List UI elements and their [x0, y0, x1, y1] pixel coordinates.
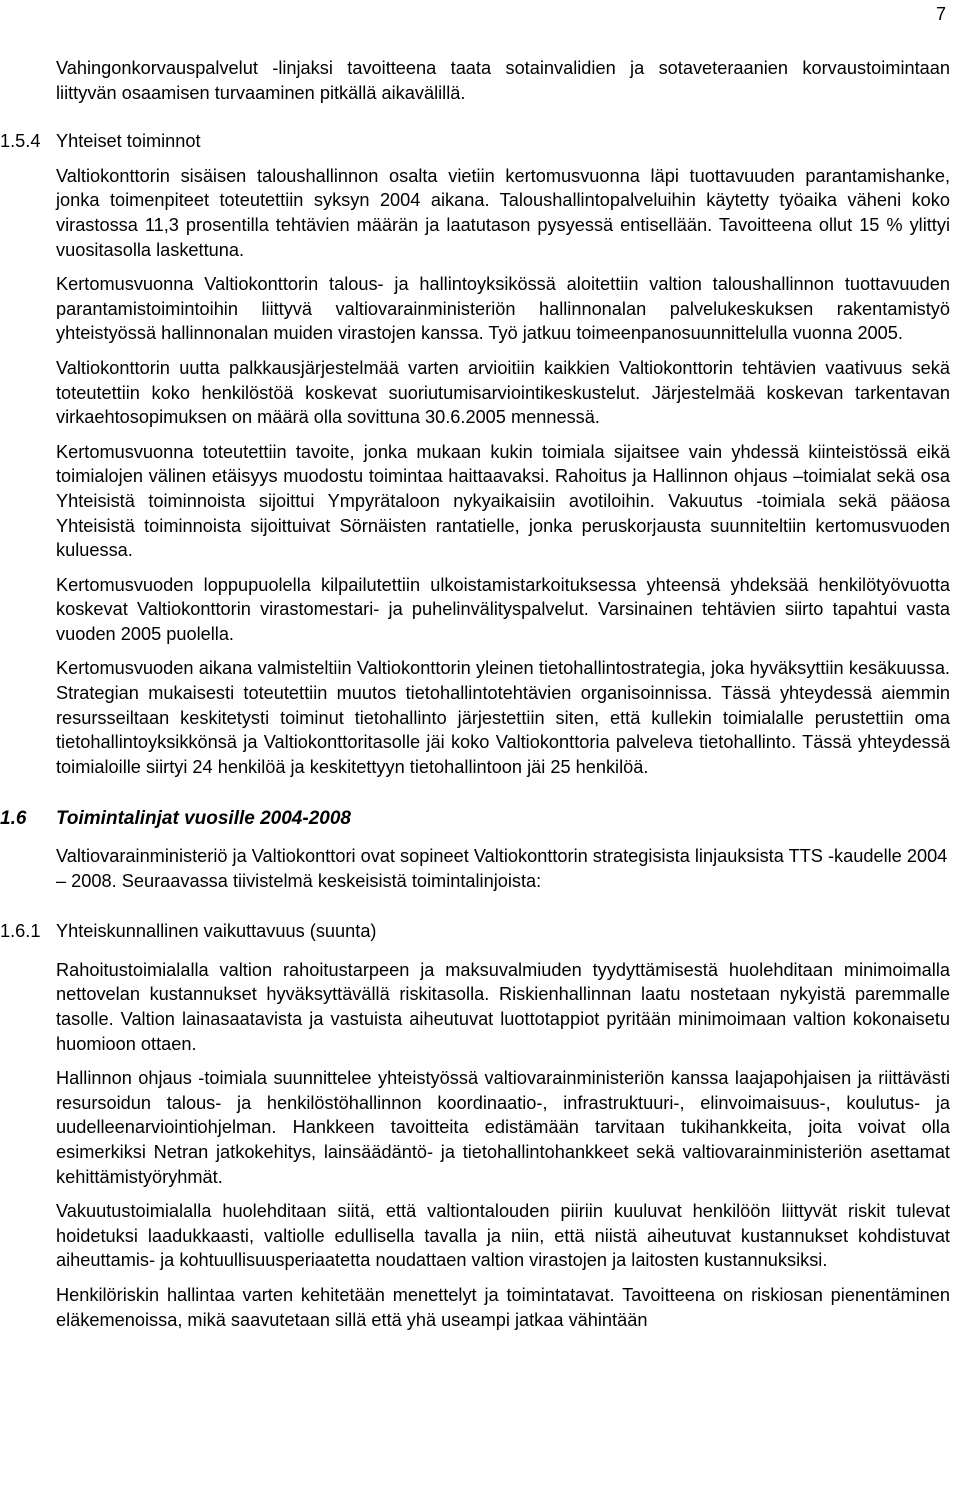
section-heading-1-5-4: [0, 129, 950, 154]
section-number: 1.6: [0, 808, 27, 830]
paragraph: Valtiovarainministeriö ja Valtiokonttori ovat sopineet Valtiokonttorin strategisista linjauksista TTS -kaudelle 2004 – 2008. Seuraavassa tiivistelmä keskeisistä toimintalinjoista:: [56, 846, 948, 891]
section-heading-1-6: [0, 807, 950, 832]
paragraph: Valtiokonttorin sisäisen taloushallinnon osalta vietiin kertomusvuonna läpi tuottavuuden parantamishanke, jonka toimenpiteet toteutettiin syksyn 2004 aikana. Taloushallintopalveluihin käytetty työaika väheni koko virastossa 11,3 prosentilla tehtävien määrän ja laatutason pysyessä entisellään. Tavoitteena ollut 15 % ylittyi vuositasolla laskettuna.: [56, 165, 950, 260]
paragraph: Henkilöriskin hallintaa varten kehitetään menettelyt ja toimintatavat. Tavoitteena on riskiosan pienentäminen eläkemenoissa, mikä saavutetaan sillä että yhä useampi jatkaa vähintään: [56, 1284, 950, 1330]
paragraph: Kertomusvuoden aikana valmisteltiin Valtiokonttorin yleinen tietohallintostrategia, joka hyväksyttiin kesäkuussa. Strategian mukaisesti toteutettiin muutos tietohallintotehtävien organisoinnissa. Tässä yhteydessä aiemmin resursseiltaan keskitetysti toiminut tietohallinto järjestettiin siten, että kullekin toimialalle perustettiin oma tietohallintoyksikkönsä ja Valtiokonttoritasolle jäi koko Valtiokonttoria palveleva tietohallinto. Tässä yhteydessä toimialoille siirtyi 24 henkilöä ja keskitettyyn tietohallintoon jäi 25 henkilöä.: [56, 658, 950, 777]
section-title: Toimintalinjat vuosille 2004-2008: [56, 808, 351, 830]
section-number: 1.5.4: [0, 131, 41, 152]
section-heading-1-6-1: [0, 919, 950, 944]
section-title: Yhteiset toiminnot: [56, 131, 201, 152]
paragraph: Vakuutustoimialalla huolehditaan siitä, että valtiontalouden piiriin kuuluvat henkilöön liittyvät riskit tulevat hoidetuksi laadukkaasti, valtiolle edullisella tavalla ja niin, että niistä aiheutuvat kustannukset kohdistuvat aiheuttamis- ja kohtuullisuusperiaatetta noudattaen valtion virastojen ja laitosten kustannuksiksi.: [56, 1201, 950, 1271]
paragraph: Kertomusvuonna Valtiokonttorin talous- ja hallintoyksikössä aloitettiin valtion taloushallinnon tuottavuuden parantamistoimintoihin liittyvä valtiovarainministeriön hallinnonalan palvelukeskuksen rakentamistyö yhteistyössä hallinnonalan muiden virastojen kanssa. Työ jatkuu toimeenpanosuunnittelulla vuonna 2005.: [56, 274, 950, 344]
document-body: [0, 56, 950, 1342]
section-number: 1.6.1: [0, 921, 41, 942]
paragraph: Rahoitustoimialalla valtion rahoitustarpeen ja maksuvalmiuden tyydyttämisestä huolehditaan minimoimalla nettovelan kustannukset hyväksyttävällä riskitasolla. Riskienhallinnan laatu nostetaan nykyistä paremmalle tasolle. Valtion lainasaatavista ja vastuista aiheutuvat luottotappiot pyritään minimoimaan valtion kokonaisetu huomioon ottaen.: [56, 959, 950, 1054]
paragraph: Kertomusvuonna toteutettiin tavoite, jonka mukaan kukin toimiala sijaitsee vain yhdessä kiinteistössä eikä toimialojen välinen etäisyys muodostu toimintaa haittaavaksi. Rahoitus ja Hallinnon ohjaus –toimialat sekä osa Yhteisistä toiminnoista sijoittui Ympyrätaloon nykyaikaisiin avotiloihin. Vakuutus -toimiala sekä pääosa Yhteisistä toiminnoista sijoittuivat Sörnäisten rantatielle, jonka peruskorjausta suunniteltiin kertomusvuoden kuluessa.: [56, 441, 950, 561]
intro-paragraph: Vahingonkorvauspalvelut -linjaksi tavoitteena taata sotainvalidien ja sotaveteraanien korvaustoimintaan liittyvän osaamisen turvaaminen pitkällä aikavälillä.: [56, 58, 950, 103]
page-number: 7: [935, 4, 946, 24]
section-title: Yhteiskunnallinen vaikuttavuus (suunta): [56, 921, 377, 942]
paragraph: Kertomusvuoden loppupuolella kilpailutettiin ulkoistamistarkoituksessa yhteensä yhdeksää henkilötyövuotta koskevat Valtiokonttorin virastomestari- ja puhelinvälityspalvelut. Varsinainen tehtävien siirto tapahtui vasta vuoden 2005 puolella.: [56, 574, 950, 644]
paragraph: Hallinnon ohjaus -toimiala suunnittelee yhteistyössä valtiovarainministeriön kanssa laajapohjaisen ja riittävästi resursoidun talous- ja henkilöstöhallinnon koordinaatio-, infrastruktuuri-, elinvoimaisuus-, koulutus- ja uudelleenarviointiohjelman. Hankkeen tavoitteita edistämään tarvitaan tukihankkeita, joita voivat olla esimerkiksi Netran jatkokehitys, lainsäädäntö- ja tietohallintohankkeet sekä valtiovarainministeriön asettamat kehittämistyöryhmät.: [56, 1068, 950, 1187]
paragraph: Valtiokonttorin uutta palkkausjärjestelmää varten arvioitiin kaikkien Valtiokonttorin tehtävien vaativuus sekä toteutettiin koko henkilöstöä koskevat suoriutumisarviointikeskustelut. Järjestelmää koskevan tarkentavan virkaehtosopimuksen on määrä olla sovittuna 30.6.2005 mennessä.: [56, 357, 950, 428]
